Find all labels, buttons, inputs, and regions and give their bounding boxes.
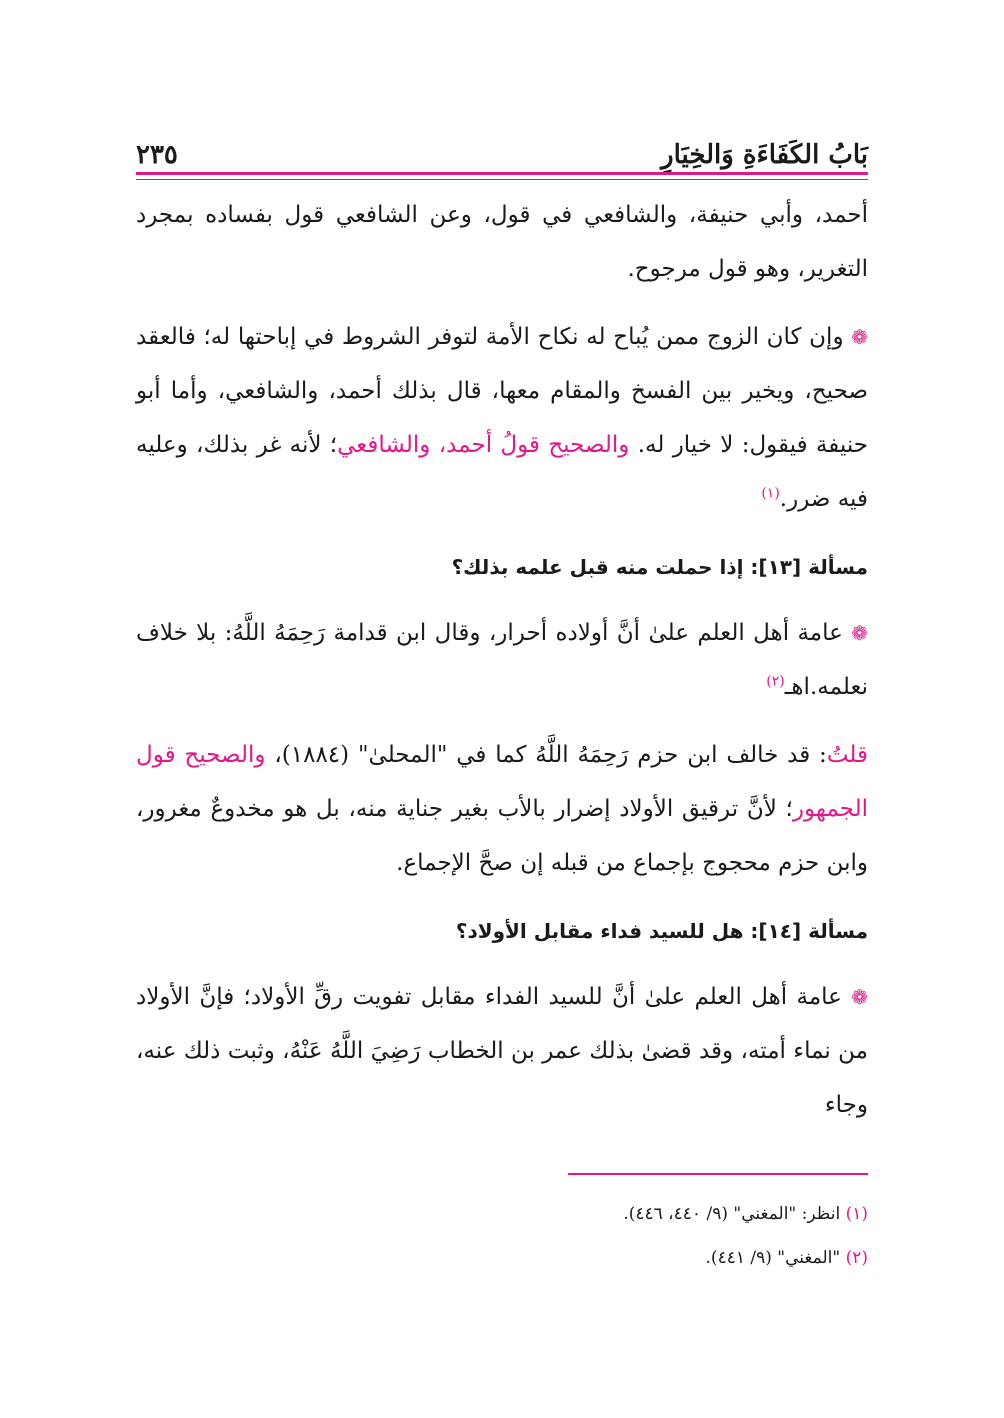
footnote-ref-2[interactable]: (٢) [766,673,785,690]
footnote-2 [136,1236,868,1280]
qultu-label: قلتُ [826,742,869,768]
heading-issue-13: مسألة [١٣]: إذا حملت منه قبل علمه بذلك؟ [451,555,868,579]
header-rule-thick [136,172,868,175]
paragraph-2: ❁ وإن كان الزوج ممن يُباح له نكاح الأمة لتوفر الشروط في إباحتها له؛ فالعقد صحيح، ويخير بين الفسخ والمقام معها، قال بذلك أحمد، والشافعي، وأما أبو حنيفة فيقول: لا خيار له. والصحيح قولُ أحمد، والشافعي؛ لأنه غر بذلك، وعليه فيه ضرر.$^{(١)}$ [136,324,869,512]
flower-ornament-icon: ❁ [851,621,869,645]
paragraph-1: أحمد، وأبي حنيفة، والشافعي في قول، وعن الشافعي قول بفساده بمجرد التغرير، وهو قول مرجوح. [136,202,868,282]
footnote-separator [568,1173,868,1175]
footnotes [136,1192,868,1280]
paragraph-4: قلتُ: قد خالف ابن حزم رَحِمَهُ اللَّهُ كما في "المحلىٰ" (١٨٨٤)، والصحيح قول الجمهور؛ لأنَّ ترقيق الأولاد إضرار بالأب بغير جناية منه، بل هو مخدوعٌ مغرور، وابن حزم محجوج بإجماع من قبله إن صحَّ الإجماع. [136,742,869,876]
flower-ornament-icon: ❁ [851,325,869,349]
header-rule-thin [136,179,868,180]
running-header [136,120,868,170]
highlight-correct-opinion: والصحيح قولُ أحمد، والشافعي [337,432,630,458]
footnote-number: (٢) [845,1248,868,1268]
paragraph-5: ❁ عامة أهل العلم علىٰ أنَّ للسيد الفداء مقابل تفويت رقِّ الأولاد؛ فإنَّ الأولاد من نماء أمته، وقد قضىٰ بذلك عمر بن الخطاب رَضِيَ اللَّهُ عَنْهُ، وثبت ذلك عنه، وجاء [136,984,868,1118]
paragraph-3: ❁ عامة أهل العلم علىٰ أنَّ أولاده أحرار، وقال ابن قدامة رَحِمَهُ اللَّهُ: بلا خلاف نعلمه.اهـ$^{(٢)}$ [136,620,869,700]
heading-issue-14: مسألة [١٤]: هل للسيد فداء مقابل الأولاد؟ [455,919,868,943]
highlight-majority-opinion: والصحيح قول الجمهور [136,742,868,822]
flower-ornament-icon: ❁ [851,985,868,1009]
footnote-number: (١) [845,1204,868,1224]
footnote-text: انظر: "المغني" (٩/ ٤٤٠، ٤٤٦). [623,1204,841,1224]
page-number: ٢٣٥ [136,140,178,170]
main-text [136,188,868,1146]
chapter-title: بَابُ الكَفَاءَةِ وَالخِيَارِ [661,140,868,170]
footnote-text: "المغني" (٩/ ٤٤١). [705,1248,841,1268]
footnote-ref-1[interactable]: (١) [761,485,780,502]
footnote-1 [136,1192,868,1236]
